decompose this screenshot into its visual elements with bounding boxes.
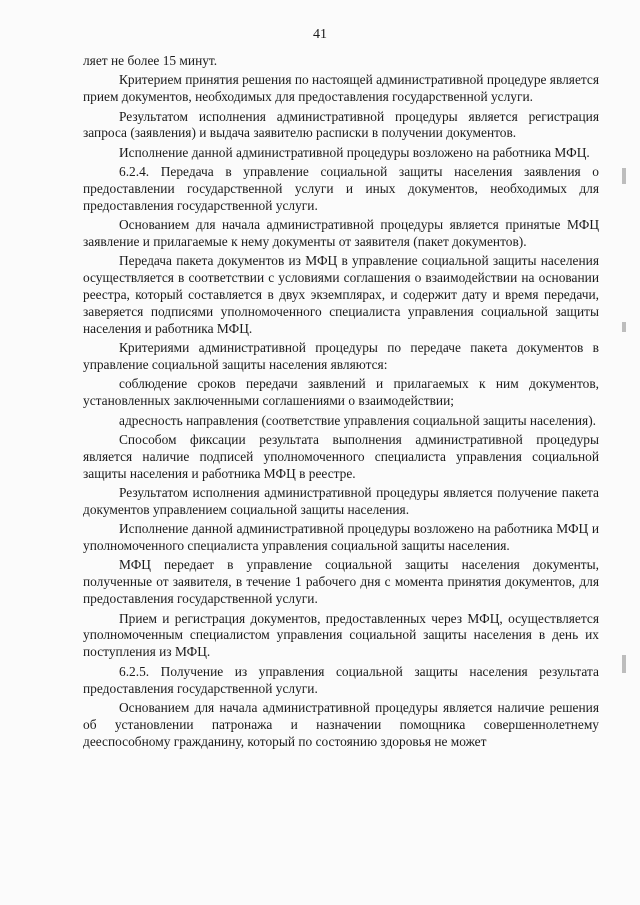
scan-edge-mark — [622, 322, 626, 332]
scan-edge-mark — [622, 655, 626, 673]
paragraph: адресность направления (соответствие управления социальной защиты населения). — [119, 412, 597, 428]
paragraph: Передача пакета документов из МФЦ в управление социальной защиты населения осуществляется в соответствии с условиями соглашения о взаимодействии на основании реестра, который составляется в двух экземплярах, и содержит дату и время передачи, заверяется подписями уполномоченного специалиста управления социальной защиты населения и работника МФЦ. — [83, 253, 599, 336]
paragraph: Способом фиксации результата выполнения административной процедуры является наличие подписей уполномоченного специалиста управления социальной защиты населения и работника МФЦ в реестре. — [83, 431, 599, 481]
paragraph: Основанием для начала административной процедуры является принятые МФЦ заявление и прилагаемые к нему документы от заявителя (пакет документов). — [83, 217, 599, 250]
paragraph: Основанием для начала административной процедуры является наличие решения об установлении патронажа и назначении помощника совершеннолетнему дееспособному гражданину, который по состоянию здоровья не может — [83, 699, 599, 749]
paragraph: соблюдение сроков передачи заявлений и прилагаемых к ним документов, установленных заключенными соглашениями о взаимодействии; — [83, 376, 599, 409]
paragraph: Критериями административной процедуры по передаче пакета документов в управление социальной защиты населения являются: — [83, 340, 599, 373]
paragraph: Результатом исполнения административной процедуры является регистрация запроса (заявления) и выдача заявителю расписки в получении документов. — [83, 108, 599, 141]
section-heading-6-2-4: 6.2.4. Передача в управление социальной защиты населения заявления о предоставлении государственной услуги и иных документов, необходимых для предоставления государственной услуги. — [83, 164, 599, 213]
paragraph: Исполнение данной административной процедуры возложено на работника МФЦ. — [119, 144, 590, 160]
paragraph: Результатом исполнения административной процедуры является получение пакета документов управлением социальной защиты населения. — [83, 485, 599, 517]
page-number: 41 — [313, 27, 327, 42]
paragraph: МФЦ передает в управление социальной защиты населения документы, полученные от заявителя, в течение 1 рабочего дня с момента принятия документов, для предоставления государственной услуги. — [83, 557, 599, 607]
paragraph: Прием и регистрация документов, предоставленных через МФЦ, осуществляется уполномоченным специалистом управления социальной защиты населения в день их поступления из МФЦ. — [83, 610, 599, 660]
scan-edge-mark — [622, 168, 626, 184]
paragraph: Исполнение данной административной процедуры возложено на работника МФЦ и уполномоченного специалиста управления социальной защиты населения. — [83, 521, 599, 554]
document-body — [83, 53, 599, 753]
section-heading-6-2-5: 6.2.5. Получение из управления социальной защиты населения результата предоставления государственной услуги. — [83, 663, 599, 696]
paragraph: Критерием принятия решения по настоящей административной процедуре является прием документов, необходимых для предоставления государственной услуги. — [83, 72, 600, 105]
paragraph: ляет не более 15 минут. — [83, 53, 218, 68]
